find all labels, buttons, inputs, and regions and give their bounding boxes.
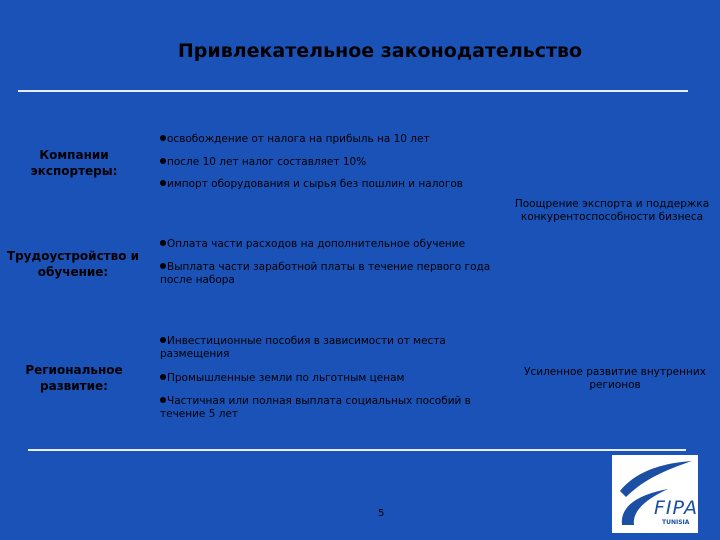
logo-country: TUNISIA (662, 519, 690, 526)
bullet-dot-icon (160, 135, 166, 141)
bullet-item: после 10 лет налог составляет 10% (160, 156, 460, 169)
bullet-item: Инвестиционные пособия в зависимости от места размещения (160, 335, 446, 360)
fipa-logo (612, 455, 698, 533)
bullet-item: Оплата части расходов на дополнительное обучение (160, 238, 480, 251)
logo-wordmark: FIPA (654, 497, 698, 519)
note-export-support: Поощрение экспорта и поддержка конкурентоспособности бизнеса (514, 198, 710, 223)
bullet-dot-icon (160, 158, 166, 164)
bullet-dot-icon (160, 374, 166, 380)
section-label-regional: Региональное развитие: (25, 363, 123, 393)
bullet-item: Выплата части заработной платы в течение первого года после набора (160, 261, 491, 286)
bullet-item: импорт оборудования и сырья без пошлин и налогов (160, 178, 480, 191)
bullet-dot-icon (160, 397, 166, 403)
page-title: Привлекательное законодательство (177, 40, 583, 62)
section-label-exporters: Компании экспортеры: (30, 148, 118, 178)
bullet-item: освобождение от налога на прибыль на 10 лет (160, 133, 460, 146)
note-regional-development: Усиленное развитие внутренних регионов (524, 366, 706, 391)
top-divider (18, 90, 688, 92)
bullet-dot-icon (160, 337, 166, 343)
bullet-item: Промышленные земли по льготным ценам (160, 372, 460, 385)
bullet-dot-icon (160, 240, 166, 246)
page-number: 5 (378, 508, 385, 519)
bullet-dot-icon (160, 263, 166, 269)
bullet-dot-icon (160, 180, 166, 186)
bottom-divider (28, 449, 686, 451)
bullet-item: Частичная или полная выплата социальных пособий в течение 5 лет (160, 395, 471, 420)
section-label-employment: Трудоустройство и обучение: (6, 249, 140, 279)
